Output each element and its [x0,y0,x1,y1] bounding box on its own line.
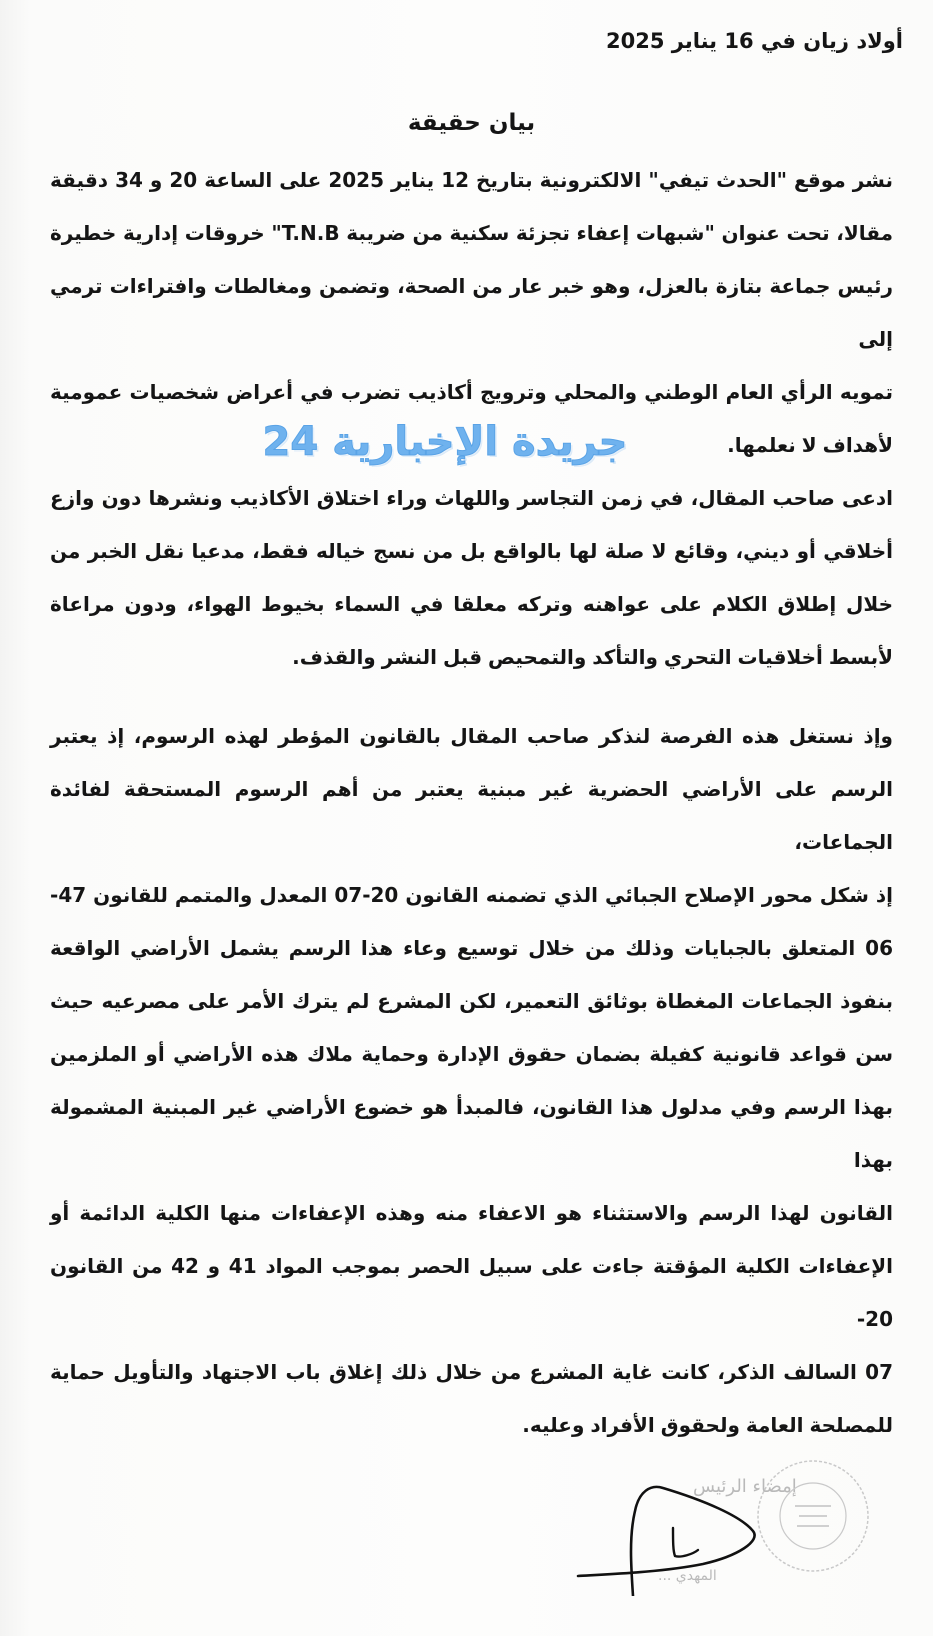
paragraph-1-line-5: لأهداف لا نعلمها. [727,433,893,457]
paragraph-3 [50,710,893,1452]
paragraph-3-line-10: 07 السالف الذكر، كانت غاية المشرع من خلال ذلك إغلاق باب الاجتهاد والتأويل حماية [50,1360,893,1384]
paragraph-2-line-2: أخلاقي أو ديني، وقائع لا صلة لها بالواقع بل من نسج خياله فقط، مدعيا نقل الخبر من [50,539,893,563]
paragraph-3-line-7: بهذا الرسم وفي مدلول هذا القانون، فالمبدأ هو خضوع الأراضي غير المبنية المشمولة بهذا [50,1095,893,1172]
paragraph-1-line-2: مقالا، تحت عنوان "شبهات إعفاء تجزئة سكنية من ضريبة T.N.B" خروقات إدارية خطيرة [50,221,894,245]
paragraph-2 [50,472,893,684]
paragraph-3-line-2: الرسم على الأراضي الحضرية غير مبنية يعتبر من أهم الرسوم المستحقة لفائدة الجماعات، [50,777,893,854]
signature-block [563,1456,893,1596]
paragraph-3-line-5: بنفوذ الجماعات المغطاة بوثائق التعمير، لكن المشرع لم يترك الأمر على مصرعيه حيث [50,989,893,1013]
paragraph-3-line-11: للمصلحة العامة ولحقوق الأفراد وعليه. [522,1413,893,1437]
dateline: أولاد زيان في 16 يناير 2025 [606,29,903,53]
paragraph-1-line-4: تمويه الرأي العام الوطني والمحلي وترويج أكاذيب تضرب في أعراض شخصيات عمومية [50,380,893,404]
document-title: بيان حقيقة [407,110,536,136]
signature-name: المهدي ... [658,1568,717,1584]
paragraph-1-line-3: رئيس جماعة بتازة بالعزل، وهو خبر عار من الصحة، وتضمن ومغالطات وافتراءات ترمي إلى [50,274,893,351]
official-stamp [758,1461,868,1571]
handwritten-signature [578,1487,755,1596]
paragraph-2-line-4: لأبسط أخلاقيات التحري والتأكد والتمحيص قبل النشر والقذف. [292,645,893,669]
signature-flourish [673,1528,698,1557]
paragraph-2-line-1: ادعى صاحب المقال، في زمن التجاسر واللهاث وراء اختلاق الأكاذيب ونشرها دون وازع [50,486,893,510]
paragraph-3-line-1: وإذ نستغل هذه الفرصة لنذكر صاحب المقال بالقانون المؤطر لهذه الرسوم، إذ يعتبر [50,724,893,748]
paragraph-1 [50,154,893,472]
paragraph-2-line-3: خلال إطلاق الكلام على عواهنه وتركه معلقا في السماء بخيوط الهواء، ودون مراعاة [50,592,893,616]
paragraph-3-line-3: إذ شكل محور الإصلاح الجبائي الذي تضمنه القانون 20-07 المعدل والمتمم للقانون 47- [50,883,893,907]
paragraph-3-line-9: الإعفاءات الكلية المؤقتة جاءت على سبيل الحصر بموجب المواد 41 و 42 من القانون 20- [50,1254,894,1331]
paragraph-3-line-8: القانون لهذا الرسم والاستثناء هو الاعفاء منه وهذه الإعفاءات منها الكلية الدائمة أو [50,1201,893,1225]
paragraph-1-line-1: نشر موقع "الحدث تيفي" الالكترونية بتاريخ 12 يناير 2025 على الساعة 20 و 34 دقيقة [50,168,894,192]
signature-label: إمضاء الرئيس [693,1476,797,1497]
official-stamp-and-signature [563,1456,893,1596]
newspaper-watermark: جريدة الإخبارية 24 [262,419,628,465]
paragraph-3-line-4: 06 المتعلق بالجبايات وذلك من خلال توسيع وعاء هذا الرسم يشمل الأراضي الواقعة [50,936,893,960]
paragraph-3-line-6: سن قواعد قانونية كفيلة بضمان حقوق الإدارة وحماية ملاك هذه الأراضي أو الملزمين [50,1042,893,1066]
